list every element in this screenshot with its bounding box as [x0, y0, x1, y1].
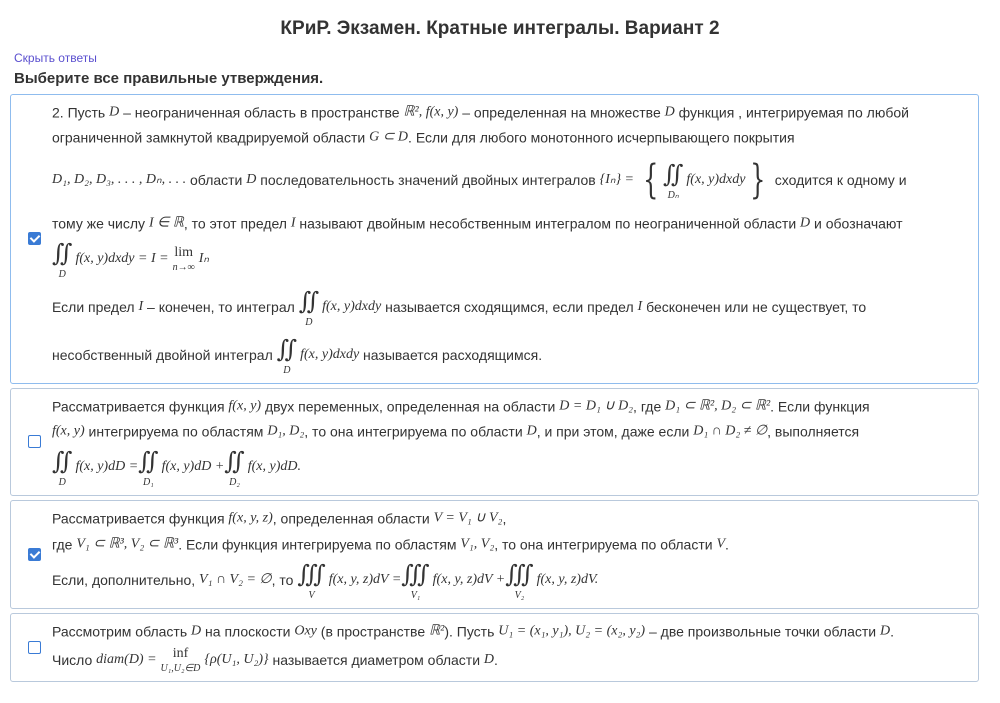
integrand: f(x, y, z)dV +	[432, 572, 506, 588]
integral	[138, 445, 224, 489]
integrand: f(x, y)dxdy	[686, 171, 746, 187]
text-line	[52, 418, 972, 443]
right-brace: }	[750, 156, 766, 203]
left-brace: {	[642, 156, 658, 203]
integral-domain: D	[305, 316, 313, 328]
integral-symbol: ∬	[52, 447, 73, 476]
text-span: ). Пусть	[444, 623, 499, 640]
math-expression: D₁ ∩ D₂ ≠ ∅	[693, 423, 768, 439]
integral-domain: V₂	[514, 590, 525, 602]
integral-domain: D	[283, 364, 291, 376]
answer-checkbox-1[interactable]	[28, 232, 41, 245]
text-span: тому же числу	[52, 214, 149, 231]
hide-answers-link[interactable]: Скрыть ответы	[14, 51, 97, 65]
integral	[297, 558, 401, 602]
answer-checkbox-3[interactable]	[28, 548, 41, 561]
text-line	[52, 531, 972, 556]
text-line	[52, 443, 972, 491]
math-expression: D	[664, 104, 675, 120]
math-expression: U₁ = (x₁, y₁), U₂ = (x₂, y₂)	[498, 623, 646, 639]
text-line	[52, 99, 972, 124]
math-expression: I	[637, 298, 643, 314]
braced-set	[638, 152, 771, 208]
integral-domain: D	[58, 477, 66, 489]
math-expression: V₁ ⊂ ℝ³, V₂ ⊂ ℝ³	[76, 536, 179, 552]
integral-sign	[138, 445, 158, 489]
math-expression: D	[483, 652, 495, 668]
text-span: Число	[52, 652, 97, 669]
text-span: – неограниченная область в пространстве	[119, 104, 404, 121]
math-expression: f(x, y)	[52, 423, 85, 439]
math-expression: D	[246, 171, 257, 187]
text-span: называется расходящимся.	[359, 346, 543, 363]
integral-symbol: ∭	[401, 560, 430, 589]
text-span: Если предел	[52, 298, 139, 315]
integral-sign	[299, 285, 319, 329]
math-expression: D	[800, 214, 811, 230]
text-span: где	[52, 536, 77, 553]
text-line	[52, 556, 972, 604]
integral-domain: D	[58, 268, 66, 280]
integral-domain: V	[308, 590, 315, 602]
text-span: области	[186, 171, 247, 188]
answer-option-4	[10, 613, 979, 682]
text-span: Рассматривается функция	[52, 398, 229, 415]
math-expression: ℝ²	[429, 623, 445, 639]
text-line	[52, 643, 972, 677]
text-line	[52, 124, 972, 149]
text-line	[52, 283, 972, 331]
integral	[52, 445, 138, 489]
integral-sign	[224, 445, 244, 489]
operator-name: lim	[174, 244, 193, 260]
text-line	[52, 235, 972, 283]
math-expression: Oxy	[294, 623, 317, 639]
text-span: на плоскости	[201, 623, 295, 640]
limit-operator	[173, 244, 195, 274]
text-span: .	[494, 652, 498, 669]
math-expression: D	[526, 423, 537, 439]
text-span: Рассматривается функция	[52, 510, 229, 527]
answer-checkbox-2[interactable]	[28, 435, 41, 448]
math-expression: D₁, D₂	[267, 423, 305, 439]
text-span: – конечен, то интеграл	[143, 298, 299, 315]
math-expression: Iₙ	[198, 250, 209, 266]
text-span: . Если для любого монотонного исчерпывающего покрытия	[408, 129, 795, 146]
integral-sign	[52, 445, 72, 489]
integral-domain: D₂	[229, 477, 240, 489]
page-title: КРиР. Экзамен. Кратные интегралы. Вариант 2	[280, 18, 720, 39]
text-line	[52, 331, 972, 379]
integrand: f(x, y)dD =	[75, 459, 139, 475]
integral	[505, 558, 598, 602]
option-text-1	[52, 99, 972, 379]
math-expression: {Iₙ} =	[599, 171, 638, 187]
math-expression: D	[191, 623, 202, 639]
text-line	[52, 210, 972, 235]
integral-symbol: ∬	[138, 447, 159, 476]
text-span: , выполняется	[767, 423, 860, 440]
text-span: , то она интегрируема по области	[304, 423, 527, 440]
integral-domain: D₁	[143, 477, 154, 489]
answer-option-1	[10, 94, 979, 384]
math-expression: D = D₁ ∪ D₂	[559, 398, 634, 414]
math-expression: {ρ(U₁, U₂)}	[204, 652, 269, 668]
text-span: последовательность значений двойных интегралов	[256, 171, 600, 188]
text-span: . Если функция	[770, 398, 870, 415]
text-span: (в пространстве	[316, 623, 430, 640]
text-span: Рассмотрим область	[52, 623, 192, 640]
integrand: f(x, y)dD.	[247, 459, 301, 475]
text-span: и обозначают	[810, 214, 903, 231]
math-expression: D	[879, 623, 891, 639]
math-expression: V = V₁ ∪ V₂	[433, 510, 503, 526]
math-expression: V₁ ∩ V₂ = ∅	[199, 572, 272, 588]
text-line	[52, 618, 972, 643]
text-span: сходится к одному и	[770, 171, 907, 188]
option-text-2	[52, 393, 972, 492]
integral	[224, 445, 301, 489]
text-span: – две произвольные точки области	[645, 623, 880, 640]
integrand: f(x, y)dxdy	[300, 346, 360, 362]
text-span: бесконечен или не существует, то	[642, 298, 867, 315]
integral	[277, 333, 360, 377]
math-expression: f(x, y, z)	[228, 510, 273, 526]
text-span: , то этот предел	[183, 214, 291, 231]
integral-sign	[663, 158, 683, 202]
text-span: 2. Пусть	[52, 104, 110, 121]
text-line	[52, 393, 972, 418]
answer-checkbox-4[interactable]	[28, 641, 41, 654]
answer-option-2	[10, 388, 979, 497]
text-span: называется сходящимся, если предел	[381, 298, 638, 315]
text-span: ограниченной замкнутой квадрируемой области	[52, 129, 370, 146]
text-line	[52, 150, 972, 210]
text-span: – определенная на множестве	[458, 104, 665, 121]
integral	[401, 558, 505, 602]
integral-symbol: ∬	[224, 447, 245, 476]
integral-sign	[297, 558, 325, 602]
text-span: .	[725, 536, 729, 553]
option-text-4	[52, 618, 972, 677]
option-text-3	[52, 505, 972, 604]
integral	[52, 237, 169, 281]
math-expression: V₁, V₂	[460, 536, 495, 552]
integral-domain: V₁	[410, 590, 421, 602]
question-prompt: Выберите все правильные утверждения.	[14, 70, 324, 87]
text-span: , определенная области	[272, 510, 434, 527]
answer-option-3	[10, 500, 979, 609]
math-expression: G ⊂ D	[369, 129, 409, 145]
integral-symbol: ∭	[297, 560, 326, 589]
integral	[299, 285, 382, 329]
integrand: f(x, y, z)dV =	[328, 572, 402, 588]
text-span: , и при этом, даже если	[536, 423, 694, 440]
math-expression: I	[138, 298, 144, 314]
text-line	[52, 505, 972, 530]
math-expression: f(x, y)	[228, 398, 262, 414]
text-span: . Если функция интегрируема по областям	[178, 536, 461, 553]
text-span: интегрируема по областям	[84, 423, 268, 440]
operator-subscript: U₁,U₂∈D	[160, 663, 201, 675]
text-span: , то она интегрируема по области	[494, 536, 717, 553]
math-expression: diam(D) =	[96, 652, 157, 668]
text-span: функция , интегрируемая по любой	[674, 104, 909, 121]
integral	[663, 158, 746, 202]
text-span: двух переменных, определенная на области	[261, 398, 560, 415]
text-span: , то	[271, 572, 298, 589]
integral-sign	[52, 237, 72, 281]
text-span: ,	[502, 510, 507, 527]
operator-subscript: n→∞	[172, 261, 195, 273]
answer-options	[10, 94, 979, 686]
integral-symbol: ∬	[662, 159, 684, 188]
math-expression: ℝ², f(x, y)	[403, 104, 459, 120]
integrand: f(x, y, z)dV.	[536, 572, 599, 588]
math-expression: I ∈ ℝ	[148, 214, 184, 230]
integral-sign	[505, 558, 533, 602]
integral-sign	[277, 333, 297, 377]
text-span: называется диаметром области	[268, 652, 484, 669]
integral-symbol: ∬	[276, 334, 298, 363]
math-expression: V	[716, 536, 726, 552]
integral-sign	[401, 558, 429, 602]
math-expression: D	[109, 104, 120, 120]
text-span: несобственный двойной интеграл	[52, 346, 277, 363]
text-span: .	[890, 623, 894, 640]
text-span: , где	[633, 398, 666, 415]
integral-domain: Dₙ	[667, 189, 679, 201]
integral-symbol: ∬	[298, 286, 320, 315]
math-expression: D₁, D₂, D₃, . . . , Dₙ, . . .	[52, 171, 187, 187]
integrand: f(x, y)dD +	[161, 459, 225, 475]
integral-symbol: ∭	[505, 560, 534, 589]
math-expression: D₁ ⊂ ℝ², D₂ ⊂ ℝ²	[665, 398, 771, 414]
math-expression: I	[290, 214, 296, 230]
operator-name: inf	[172, 646, 189, 662]
integral-symbol: ∬	[52, 238, 73, 267]
text-span: Если, дополнительно,	[52, 572, 200, 589]
integrand: f(x, y)dxdy	[322, 298, 382, 314]
limit-operator	[161, 645, 201, 675]
text-span: называют двойным несобственным интегралом по неограниченной области	[295, 214, 801, 231]
integrand: f(x, y)dxdy = I =	[75, 250, 169, 266]
